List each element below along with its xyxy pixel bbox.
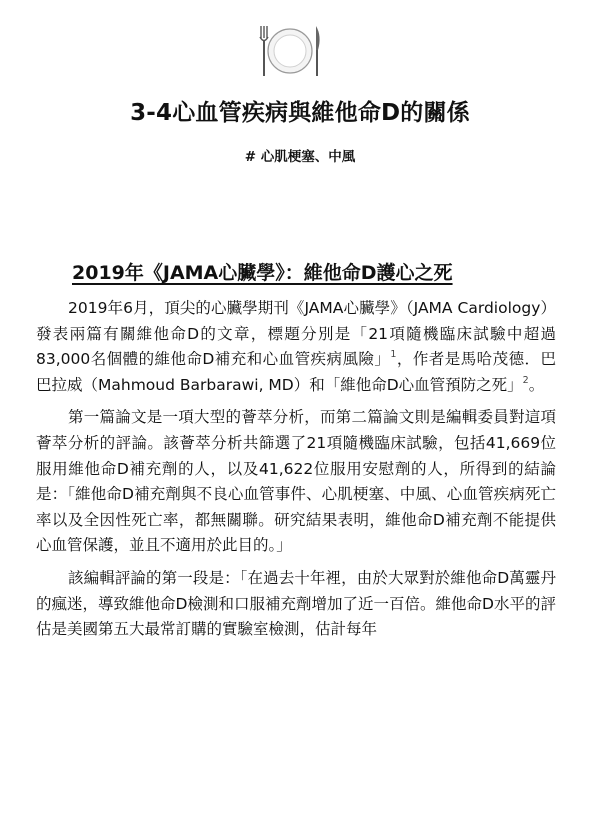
- footnote-ref-1[interactable]: 1: [390, 349, 397, 361]
- paragraph-3: 該編輯評論的第一段是：「在過去十年裡，由於大眾對於維他命D萬靈丹的瘋迷，導致維他命D檢測和口服補充劑增加了近一百倍。維他命D水平的評估是美國第五大最常訂購的實驗室檢測，估計每年: [36, 568, 556, 639]
- section-heading: 2019年《JAMA心臟學》：維他命D護心之死: [72, 262, 453, 284]
- page-subtitle-tags: # 心肌梗塞、中風: [244, 149, 356, 165]
- paragraph-1-text-c: 。: [528, 375, 545, 394]
- paragraph-1-text-a: 2019年6月，頂尖的心臟學期刊《JAMA心臟學》（JAMA Cardiology）發表兩篇有關維他命D的文章，標題分別是「21項隨機臨床試驗中超過83,000名個體的維他命D補充和心血管疾病風險」: [36, 299, 556, 369]
- page-title: 3-4心血管疾病與維他命D的關係: [130, 100, 470, 126]
- body-text: [36, 296, 556, 650]
- paragraph-1: [36, 296, 556, 398]
- footnote-ref-2[interactable]: 2: [522, 374, 529, 386]
- paragraph-2: 第一篇論文是一項大型的薈萃分析，而第二篇論文則是編輯委員對這項薈萃分析的評論。該薈萃分析共篩選了21項隨機臨床試驗，包括41,669位服用維他命D補充劑的人，以及41,622位服用安慰劑的人，所得到的結論是：「維他命D補充劑與不良心血管事件、心肌梗塞、中風、心血管疾病死亡率以及全因性死亡率，都無關聯。研究結果表明，維他命D補充劑不能提供心血管保護，並且不適用於此目的。」: [36, 408, 556, 555]
- plate-fork-knife-icon: [252, 22, 328, 80]
- paragraph-1-text-b: ，作者是馬哈茂德．巴巴拉威（Mahmoud Barbarawi, MD）和「維他命D心血管預防之死」: [36, 350, 556, 394]
